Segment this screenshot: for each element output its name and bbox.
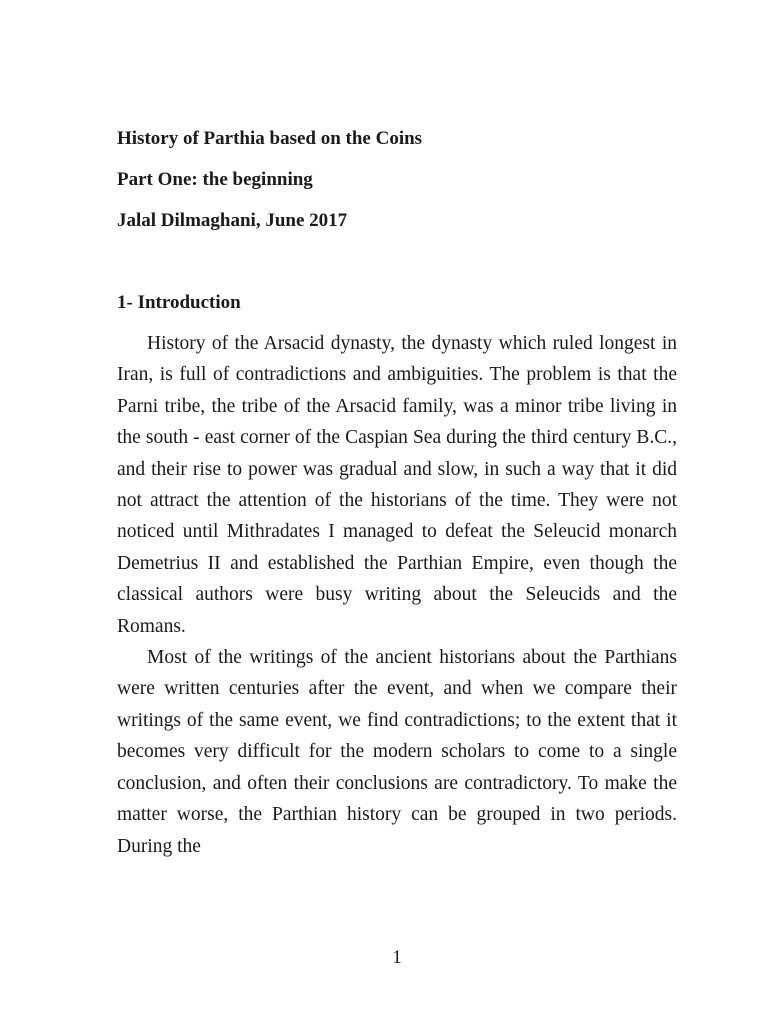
section-heading: 1- Introduction [117, 292, 241, 313]
page-number: 1 [392, 947, 402, 968]
part-subtitle: Part One: the beginning [117, 169, 313, 190]
paragraph: History of the Arsacid dynasty, the dynasty which ruled longest in Iran, is full of contradictions and ambiguities. The problem is that the Parni tribe, the tribe of the Arsacid family, was a minor tribe living in the south - east corner of the Caspian Sea during the third century B.C., and their rise to power was gradual and slow, in such a way that it did not attract the attention of the historians of the time. They were not noticed until Mithradates I managed to defeat the Seleucid monarch Demetrius II and established the Parthian Empire, even though the classical authors were busy writing about the Seleucids and the Romans. [117, 333, 677, 637]
body-text [117, 328, 677, 862]
paragraph: Most of the writings of the ancient historians about the Parthians were written centuries after the event, and when we compare their writings of the same event, we find contradictions; to the extent that it becomes very difficult for the modern scholars to come to a single conclusion, and often their conclusions are contradictory. To make the matter worse, the Parthian history can be grouped in two periods. During the [117, 647, 677, 857]
author-date: Jalal Dilmaghani, June 2017 [117, 210, 348, 231]
document-title: History of Parthia based on the Coins [117, 128, 423, 149]
